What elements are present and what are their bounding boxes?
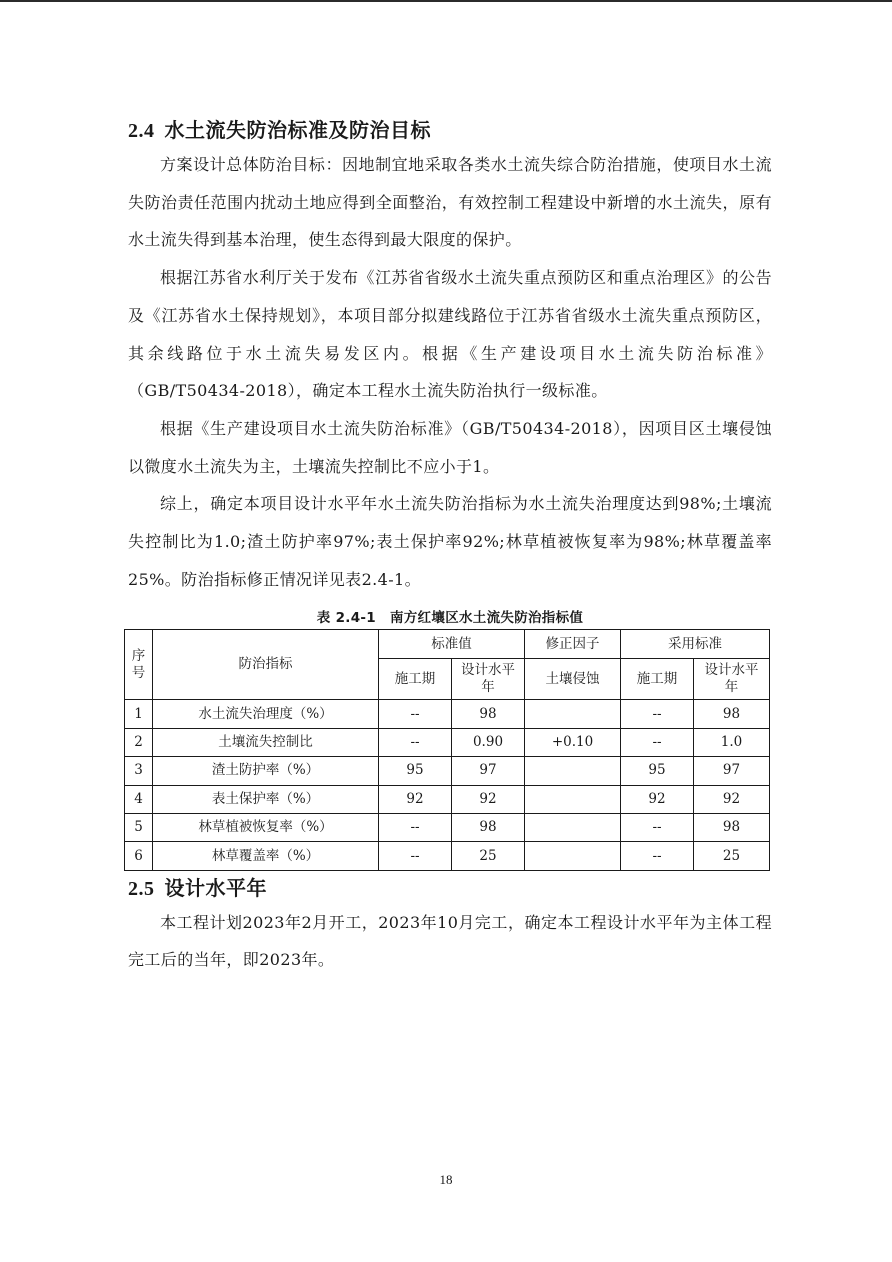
section-number: 2.4 bbox=[128, 120, 155, 142]
cell-std-construction: -- bbox=[379, 814, 452, 842]
table-row bbox=[125, 728, 770, 756]
cell-correction bbox=[525, 700, 621, 728]
section-body bbox=[128, 904, 772, 979]
cell-seq: 4 bbox=[125, 785, 153, 813]
table-row bbox=[125, 700, 770, 728]
section-heading-2-5 bbox=[128, 873, 772, 904]
page-number: 18 bbox=[439, 1172, 453, 1187]
header-standard: 标准值 bbox=[379, 630, 525, 659]
header-seq: 序号 bbox=[125, 630, 153, 700]
header-construction: 施工期 bbox=[621, 659, 694, 700]
cell-std-construction: -- bbox=[379, 700, 452, 728]
header-adopted: 采用标准 bbox=[621, 630, 770, 659]
cell-correction: +0.10 bbox=[525, 728, 621, 756]
indicator-table bbox=[124, 629, 770, 870]
cell-adopted-design: 98 bbox=[694, 814, 770, 842]
table-row bbox=[125, 842, 770, 870]
table-row bbox=[125, 757, 770, 785]
table-caption-number: 表 2.4-1 bbox=[316, 610, 376, 627]
section-number: 2.5 bbox=[128, 877, 155, 900]
cell-adopted-construction: -- bbox=[621, 842, 694, 870]
table-caption bbox=[128, 607, 772, 629]
paragraph: 根据江苏省水利厅关于发布《江苏省省级水土流失重点预防区和重点治理区》的公告及《江苏省水土保持规划》，本项目部分拟建线路位于江苏省省级水土流失重点预防区，其余线路位于水土流失易发区内。根据《生产建设项目水土流失防治标准》（GB/T50434-2018），确定本工程水土流失防治执行一级标准。 bbox=[128, 268, 772, 401]
header-correction: 修正因子 bbox=[525, 630, 621, 659]
cell-correction bbox=[525, 785, 621, 813]
document-page bbox=[128, 112, 772, 979]
cell-std-design: 97 bbox=[452, 757, 525, 785]
cell-correction bbox=[525, 757, 621, 785]
header-soil-erosion: 土壤侵蚀 bbox=[525, 659, 621, 700]
cell-adopted-construction: 92 bbox=[621, 785, 694, 813]
cell-std-design: 25 bbox=[452, 842, 525, 870]
table-row bbox=[125, 785, 770, 813]
table-header-row bbox=[125, 630, 770, 659]
cell-std-design: 98 bbox=[452, 700, 525, 728]
cell-adopted-design: 98 bbox=[694, 700, 770, 728]
header-construction: 施工期 bbox=[379, 659, 452, 700]
cell-seq: 1 bbox=[125, 700, 153, 728]
table-row bbox=[125, 814, 770, 842]
cell-correction bbox=[525, 842, 621, 870]
cell-adopted-design: 25 bbox=[694, 842, 770, 870]
cell-adopted-construction: 95 bbox=[621, 757, 694, 785]
cell-indicator: 表土保护率（%） bbox=[153, 785, 379, 813]
section-title: 水土流失防治标准及防治目标 bbox=[164, 118, 431, 142]
table-caption-title: 南方红壤区水土流失防治指标值 bbox=[390, 610, 584, 627]
cell-adopted-construction: -- bbox=[621, 728, 694, 756]
cell-adopted-design: 1.0 bbox=[694, 728, 770, 756]
cell-indicator: 水土流失治理度（%） bbox=[153, 700, 379, 728]
paragraph: 方案设计总体防治目标：因地制宜地采取各类水土流失综合防治措施，使项目水土流失防治责任范围内扰动土地应得到全面整治，有效控制工程建设中新增的水土流失，原有水土流失得到基本治理，使生态得到最大限度的保护。 bbox=[128, 155, 772, 250]
cell-seq: 6 bbox=[125, 842, 153, 870]
paragraph: 综上，确定本项目设计水平年水土流失防治指标为水土流失治理度达到98%;土壤流失控制比为1.0;渣土防护率97%;表土保护率92%;林草植被恢复率为98%;林草覆盖率25%。防治指标修正情况详见表2.4-1。 bbox=[128, 494, 772, 589]
cell-seq: 2 bbox=[125, 728, 153, 756]
header-design-year: 设计水平年 bbox=[452, 659, 525, 700]
paragraph: 本工程计划2023年2月开工，2023年10月完工，确定本工程设计水平年为主体工程完工后的当年，即2023年。 bbox=[128, 912, 772, 970]
cell-adopted-construction: -- bbox=[621, 700, 694, 728]
cell-std-design: 98 bbox=[452, 814, 525, 842]
cell-seq: 5 bbox=[125, 814, 153, 842]
cell-indicator: 渣土防护率（%） bbox=[153, 757, 379, 785]
section-title: 设计水平年 bbox=[164, 875, 267, 900]
cell-adopted-design: 92 bbox=[694, 785, 770, 813]
header-indicator: 防治指标 bbox=[153, 630, 379, 700]
cell-std-construction: -- bbox=[379, 842, 452, 870]
cell-correction bbox=[525, 814, 621, 842]
cell-std-design: 0.90 bbox=[452, 728, 525, 756]
cell-std-design: 92 bbox=[452, 785, 525, 813]
cell-adopted-design: 97 bbox=[694, 757, 770, 785]
cell-std-construction: 95 bbox=[379, 757, 452, 785]
cell-indicator: 林草覆盖率（%） bbox=[153, 842, 379, 870]
header-design-year: 设计水平年 bbox=[694, 659, 770, 700]
cell-std-construction: 92 bbox=[379, 785, 452, 813]
cell-indicator: 土壤流失控制比 bbox=[153, 728, 379, 756]
cell-std-construction: -- bbox=[379, 728, 452, 756]
top-border-line bbox=[0, 0, 892, 2]
paragraph: 根据《生产建设项目水土流失防治标准》（GB/T50434-2018），因项目区土壤侵蚀以微度水土流失为主，土壤流失控制比不应小于1。 bbox=[128, 418, 772, 476]
cell-seq: 3 bbox=[125, 757, 153, 785]
cell-indicator: 林草植被恢复率（%） bbox=[153, 814, 379, 842]
cell-adopted-construction: -- bbox=[621, 814, 694, 842]
section-heading-2-4 bbox=[128, 115, 772, 146]
section-body bbox=[128, 146, 772, 598]
